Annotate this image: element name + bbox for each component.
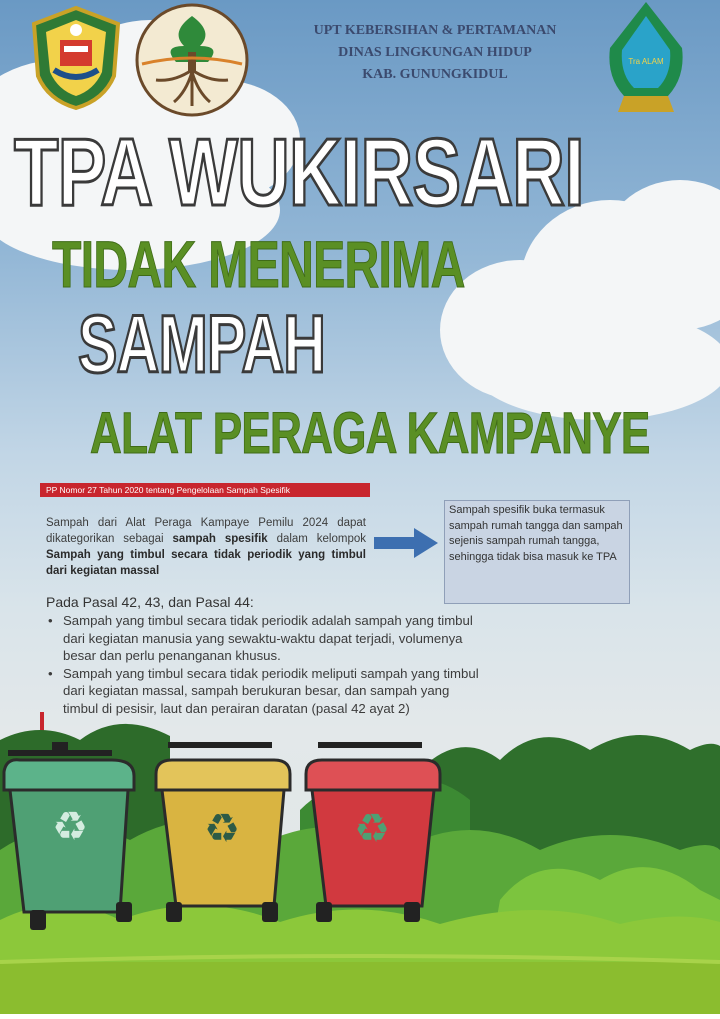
org-line-1: UPT KEBERSIHAN & PERTAMANAN — [313, 23, 557, 38]
red-bin — [306, 742, 440, 922]
regulation-banner: PP Nomor 27 Tahun 2020 tentang Pengelolaan Sampah Spesifik — [40, 483, 370, 497]
bullet-item: • Sampah yang timbul secara tidak periodik meliputi sampah yang timbul dari kegiatan massal, sampah berukuran besar, dan sampah yang timbul di pesisir, laut dan perairan daratan (pasal 42 ayat 2) — [46, 665, 486, 718]
title-not-accept: TIDAK MENERIMA — [52, 227, 465, 301]
dlh-logo-icon — [604, 0, 688, 121]
recycle-bins — [0, 730, 460, 945]
tree-roots-logo-icon — [134, 2, 250, 123]
title-campaign-props: ALAT PERAGA KAMPANYE — [90, 401, 650, 466]
org-header — [270, 20, 600, 86]
intro-text-1: Sampah dari Alat Peraga Kampaye Pemilu 2024 dapat dikategorikan sebagai — [46, 517, 366, 545]
org-line-3: KAB. GUNUNGKIDUL — [362, 67, 508, 82]
pasal-heading: Pada Pasal 42, 43, dan Pasal 44: — [46, 594, 254, 610]
district-emblem-icon — [30, 6, 122, 115]
org-line-2: DINAS LINGKUNGAN HIDUP — [338, 45, 532, 60]
recycle-icon: ♻ — [204, 807, 240, 851]
recycle-icon: ♻ — [354, 807, 390, 851]
title-main: TPA WUKIRSARI — [14, 119, 584, 226]
bullet-item: • Sampah yang timbul secara tidak periodik adalah sampah yang timbul dari kegiatan manusia yang sewaktu-waktu dapat terjadi, volumenya besar dan perlu penanganan khusus. — [46, 612, 486, 665]
dlh-logo-label: Tra ALAM — [628, 57, 664, 66]
title-waste: SAMPAH — [78, 299, 326, 390]
green-bin — [4, 742, 134, 930]
specific-waste-note: Sampah spesifik buka termasuk sampah rumah tangga dan sampah sejenis sampah rumah tangga, sehingga tidak bisa masuk ke TPA — [444, 500, 630, 604]
intro-text-2: dalam kelompok — [267, 533, 366, 545]
intro-paragraph — [46, 515, 366, 579]
intro-bold-2: Sampah yang timbul secara tidak periodik yang timbul dari kegiatan massal — [46, 549, 366, 577]
recycle-icon: ♻ — [52, 805, 88, 849]
yellow-bin — [156, 742, 290, 922]
arrow-right-icon — [374, 528, 438, 563]
intro-bold-1: sampah spesifik — [172, 533, 268, 545]
